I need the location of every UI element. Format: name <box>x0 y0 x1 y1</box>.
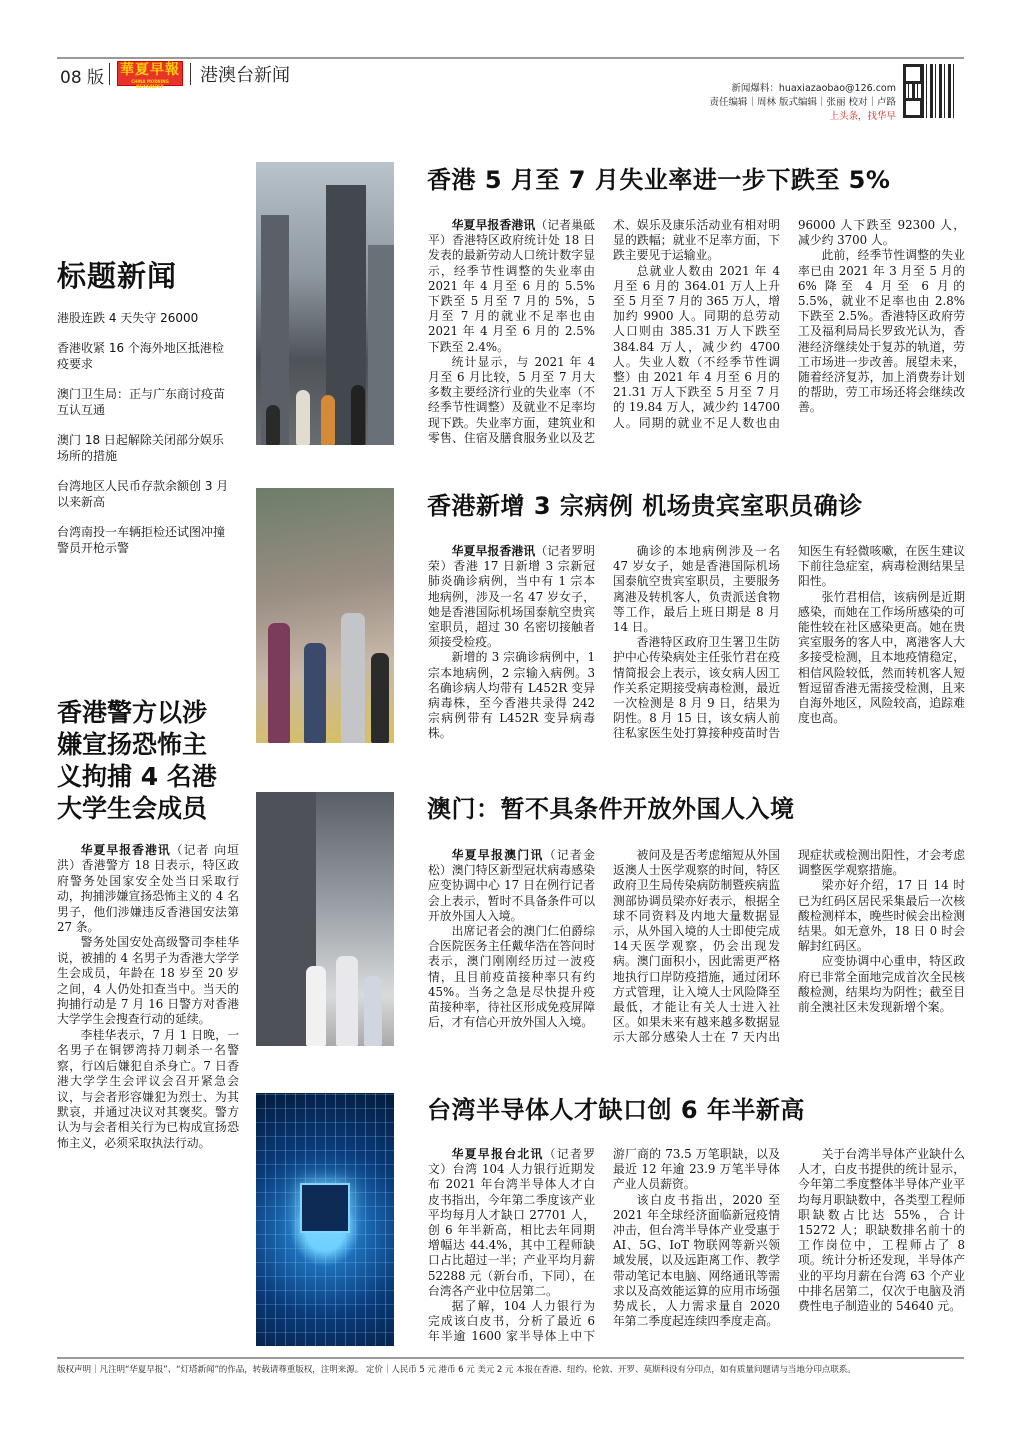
paragraph: 张竹君相信，该病例是近期感染，而她在工作场所感染的可能性较在社区感染更高。她在贵宾室服务的客人中，离港客人大多接受检测，且本地疫情稳定，相信风险较低，然而转机客人短暂逗留香港无需接受检测，且来自海外地区，风险较高，追踪难度也高。 <box>798 589 965 726</box>
paragraph: 出席记者会的澳门仁伯爵综合医院医务主任戴华浩在答问时表示，澳门刚刚经历过一波疫情，且目前疫苗接种率只有约 45%。当务之急是尽快提升疫苗接种率，待社区形成免疫屏障后，才有信心开放外国人入境。 <box>428 924 595 1030</box>
copyright-footer: 版权声明｜凡注明“华夏早报”、“灯塔新闻”的作品，转载请尊重版权，注明来源。 定价｜人民币 5 元 港币 6 元 美元 2 元 本报在香港、纽约、伦敦、开罗、莫斯科设有分印点，如有质量问题请与当地分印点联系。 <box>57 1365 856 1375</box>
article-headline: 台湾半导体人才缺口创 6 年半新高 <box>427 1096 805 1124</box>
paragraph: 新增的 3 宗确诊病例中，1 宗本地病例，2 宗输入病例。3 名确诊病人均带有 L452R 变异病毒株，至今香港共录得 242 宗病例带有 L452R 变异病毒株。 <box>428 650 595 741</box>
editor-credits: 责任编辑｜周林 版式编辑｜张丽 校对｜卢路 <box>709 97 896 108</box>
footer-rule <box>57 1357 964 1359</box>
paragraph: （记者金松）澳门特区新型冠状病毒感染应变协调中心 17 日在例行记者会上表示，暂时不具备条件可以开放外国人入境。 <box>428 848 595 923</box>
divider <box>109 63 110 85</box>
paragraph: 据了解，104 人力银行为完成该白皮书，分析了最近 6 年半逾 1600 家半导体上中下游厂商的 73.5 万笔职缺，以及最近 12 年逾 23.9 万笔半导体产业人员薪资。 <box>428 1147 780 1344</box>
article-headline: 香港 5 月至 7 月失业率进一步下跌至 5% <box>427 166 891 194</box>
paragraph: （记者罗明荣）香港 17 日新增 3 宗新冠肺炎确诊病例，当中有 1 宗本地病例，涉及一名 47 岁女子，她是香港国际机场国泰航空贵宾室职员，超过 30 名密切接触者须接受检疫。 <box>428 544 595 650</box>
paragraph: 确诊的本地病例涉及一名 47 岁女子，她是香港国际机场国泰航空贵宾室职员，主要服务离港及转机客人，负责派送食物等工作，最后上班日期是 8 月 14 日。 <box>613 544 780 635</box>
article-body <box>428 544 965 746</box>
article-body <box>428 1147 965 1349</box>
section-name: 港澳台新闻 <box>200 65 290 86</box>
paragraph: 被问及是否考虑缩短从外国返澳人士医学观察的时间，特区政府卫生局传染病防制暨疾病监测部协调员梁亦好表示，根据全球不同资料及内地大量数据显示，从外国入境的人士即使完成14天医学观察，仍会出现发病。澳门面积小，因此需更严格地执行口岸防疫措施，通过闭环方式管理，让入境人士风险降至最低，才能让有关人士进入社区。如果未来有越来越多数据显示大部分感染人士在 7 天内出现症状或检测出阳性，才会考虑调整医学观察措施。 <box>613 848 965 1045</box>
sidebar-story-headline: 香港警方以涉嫌宣扬恐怖主义拘捕 4 名港大学生会成员 <box>57 698 217 823</box>
paragraph: 应变协调中心重申，特区政府已非常全面地完成首次全民核酸检测，结果均为阴性；截至目前全澳社区未发现新增个案。 <box>798 954 965 1015</box>
headline-list <box>57 310 232 570</box>
dateline: 华夏早报香港讯 <box>451 544 536 558</box>
paragraph: 梁亦好介绍，17 日 14 时已为红码区居民采集最后一次核酸检测样本，晚些时候会出检测结果。如无意外，18 日 0 时会解封红码区。 <box>798 878 965 954</box>
dateline: 华夏早报香港讯 <box>451 218 536 232</box>
medical-workers-photo <box>256 792 394 1046</box>
masked-pedestrians-photo <box>256 488 394 743</box>
paragraph: 该白皮书指出，2020 至 2021 年全球经济面临新冠疫情冲击，但台湾半导体产业受惠于 AI、5G、IoT 物联网等新兴领域发展，以及远距离工作、教学带动笔记本电脑、网络通讯等需求以及高效能运算的应用市场强势成长，人力需求量自 2020 年第二季度起连续四季度走高。 <box>613 1192 780 1329</box>
street-crowd-photo <box>256 162 394 445</box>
slogan: 上头条，找华早 <box>829 111 896 122</box>
paragraph: （记者 向垣洪）香港警方 18 日表示，特区政府警务处国家安全处当日采取行动，拘捕涉嫌宣扬恐怖主义的 4 名男子，他们涉嫌违反香港国安法第 27 条。 <box>57 843 239 935</box>
header-rule <box>57 57 964 59</box>
paragraph: 李桂华表示，7 月 1 日晚，一名男子在铜锣湾持刀刺杀一名警察，行凶后嫌犯自杀身亡。7 日香港大学学生会评议会召开紧急会议，与会者形容嫌犯为烈士、为其默哀，并通过决议对其褒奖。警方认为与会者相关行为已构成宣扬恐怖主义，必须采取执法行动。 <box>57 1027 239 1150</box>
paragraph: 统计显示，与 2021 年 4 月至 6 月比较，5 月至 7 月大多数主要经济行业的失业率（不经季节性调整）及就业不足率均现下跌。失业率方面，建筑业和零售、住宿及膳食服务业以及艺术、娱乐及康乐活动业有相对明显的跌幅；就业不足率方面，下跌主要见于运输业。 <box>428 218 780 445</box>
article-body <box>428 848 965 1048</box>
headline-link[interactable]: 香港收紧 16 个海外地区抵港检疫要求 <box>57 341 224 371</box>
news-tip-email: 新闻爆料：huaxiazaobao@126.com <box>731 83 896 94</box>
dateline: 华夏早报台北讯 <box>451 1147 544 1161</box>
qr-code-icon <box>903 64 957 118</box>
article-headline: 香港新增 3 宗病例 机场贵宾室职员确诊 <box>427 492 863 520</box>
divider <box>190 63 191 85</box>
paragraph: 总就业人数由 2021 年 4 月至 6 月的 364.01 万人上升至 5 月至 7 月的 365 万人，增加约 9900 人。同期的总劳动人口则由 385.31 万人下跌至 384.84 万人，减少约 4700 人。失业人数（不经季节性调整）由 2021 年 4 月至 6 月的 21.31 万人下跌至 5 月至 7 月的 19.84 万人，减少约 14700 人。同期的就业不足人数也由 96000 人下跌至 92300 人，减少约 3700 人。 <box>613 218 965 430</box>
headline-link[interactable]: 澳门 18 日起解除关闭部分娱乐场所的措施 <box>57 433 224 463</box>
dateline: 华夏早报澳门讯 <box>451 848 544 862</box>
headline-link[interactable]: 台湾地区人民币存款余额创 3 月以来新高 <box>57 479 229 509</box>
page-number: 08 版 <box>60 68 105 88</box>
credits <box>709 82 896 124</box>
paragraph: 香港特区政府卫生署卫生防护中心传染病处主任张竹君在疫情简报会上表示，该女病人因工作关系定期接受病毒检测，最近一次检测是 8 月 9 日，结果为阴性。8 月 15 日，该女病人前往私家医生处打算接种疫苗时告知医生有轻微咳嗽，在医生建议下前往急症室，病毒检测结果呈阳性。 <box>613 544 965 741</box>
sidebar-story-body <box>57 843 239 1151</box>
sidebar-title: 标题新闻 <box>57 259 178 293</box>
paragraph: （记者罗文）台湾 104 人力银行近期发布 2021 年台湾半导体人才白皮书指出，今年第二季度该产业平均每月人才缺口 27701 人，创 6 年半新高，相比去年同期增幅达 44.4%，其中工程师缺口占比超过一半；产业平均月薪 52288 元（新台币，下同），在台湾各产业中位居第二。 <box>428 1147 595 1298</box>
headline-link[interactable]: 港股连跌 4 天失守 26000 <box>57 311 199 325</box>
headline-link[interactable]: 台湾南投一车辆拒检还试图冲撞 警员开枪示警 <box>57 525 226 555</box>
paragraph: 警务处国安处高级警司李桂华说，被捕的 4 名男子为香港大学学生会成员，年龄在 18 岁至 20 岁之间，4 人仍处扣查当中。当天的拘捕行动是 7 月 16 日警方对香港大学学生会搜查行动的延续。 <box>57 935 239 1027</box>
headline-link[interactable]: 澳门卫生局：正与广东商讨疫苗互认互通 <box>57 387 226 417</box>
article-body <box>428 218 965 450</box>
paragraph: （记者巢砥平）香港特区政府统计处 18 日发表的最新劳动人口统计数字显示，经季节性调整的失业率由 2021 年 4 月至 6 月的 5.5% 下跌至 5 月至 7 月的 5%，5 月至 7 月的就业不足率也由 2021 年 4 月至 6 月的 2.5% 下跌至 2.4%。 <box>428 218 595 354</box>
newspaper-logo: 華夏早報 CHINA MORNING NEWSPAPER <box>117 61 183 86</box>
semiconductor-chip-photo <box>256 1093 394 1346</box>
paragraph: 此前，经季节性调整的失业率已由 2021 年 3 月至 5 月的 6% 降至 4 月至 6 月的 5.5%，就业不足率也由 2.8% 下跌至 2.5%。香港特区政府劳工及福利局局长罗致光认为，香港经济继续处于复苏的轨道，劳工市场进一步改善。展望未来，随着经济复苏，加上消费券计划的帮助，劳工市场还将会继续改善。 <box>798 248 965 415</box>
dateline: 华夏早报香港讯 <box>80 843 171 857</box>
paragraph: 关于台湾半导体产业缺什么人才，白皮书提供的统计显示，今年第二季度整体半导体产业平均每月职缺数中，各类型工程师职缺数占比达 55%，合计 15272 人；职缺数排名前十的工作岗位中，工程师占了 8 项。统计分析还发现，半导体产业的平均月薪在台湾 63 个产业中排名居第二，仅次于电脑及消费性电子制造业的 54640 元。 <box>798 1147 965 1314</box>
article-headline: 澳门：暂不具条件开放外国人入境 <box>427 795 795 823</box>
